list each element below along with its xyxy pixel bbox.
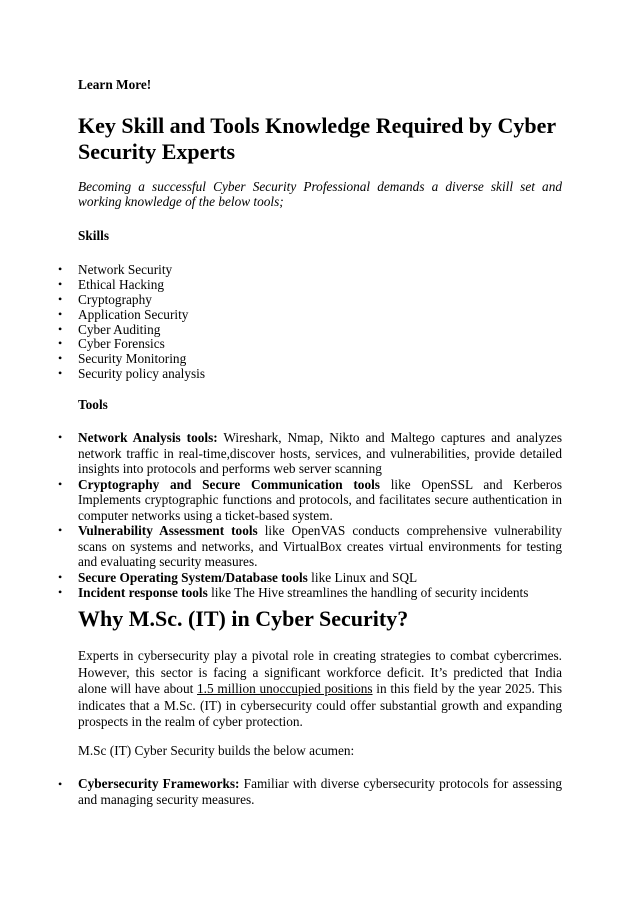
list-item xyxy=(0,307,562,322)
list-item xyxy=(0,570,562,586)
tool-term: Cryptography and Secure Communication tools xyxy=(78,476,380,492)
bullet-icon: • xyxy=(58,336,63,351)
list-item xyxy=(0,277,562,292)
acumen-description: Familiar with diverse cybersecurity protocols for assessing and managing security measures. xyxy=(78,776,562,807)
list-item xyxy=(0,585,562,601)
bullet-icon: • xyxy=(58,351,63,366)
tool-description: like OpenSSL and Kerberos Implements cryptographic functions and protocols, and facilitates secure authentication in computer networks using a ticket-based system. xyxy=(78,476,562,523)
list-item xyxy=(0,262,562,277)
skill-label: Security policy analysis xyxy=(78,366,206,382)
list-item xyxy=(0,776,562,808)
bullet-icon: • xyxy=(58,569,63,584)
skill-label: Cyber Forensics xyxy=(78,336,165,352)
unoccupied-positions-link[interactable]: 1.5 million unoccupied positions xyxy=(197,681,373,696)
bullet-icon: • xyxy=(58,366,63,381)
bullet-icon: • xyxy=(58,585,63,599)
intro-paragraph: Becoming a successful Cyber Security Professional demands a diverse skill set and working knowledge of the below tools; xyxy=(78,179,562,209)
tool-description: like Linux and SQL xyxy=(307,569,418,585)
tool-term: Secure Operating System/Database tools xyxy=(78,569,308,585)
skill-label: Network Security xyxy=(78,262,173,277)
bullet-icon: • xyxy=(58,777,63,791)
tool-term: Incident response tools xyxy=(78,585,208,600)
bullet-icon: • xyxy=(58,306,63,321)
list-item xyxy=(0,430,562,477)
list-item xyxy=(0,523,562,570)
tools-heading: Tools xyxy=(78,397,108,412)
bullet-icon: • xyxy=(58,321,63,336)
acumen-term: Cybersecurity Frameworks: xyxy=(78,776,240,791)
skill-label: Cyber Auditing xyxy=(78,321,161,337)
skill-label: Security Monitoring xyxy=(78,351,187,367)
skill-label: Cryptography xyxy=(78,291,152,307)
main-heading: Key Skill and Tools Knowledge Required by Cyber Security Experts xyxy=(78,113,556,164)
why-paragraph xyxy=(78,648,562,731)
bullet-icon: • xyxy=(58,476,63,491)
acumen-list xyxy=(0,776,562,808)
bullet-icon: • xyxy=(58,262,63,276)
bullet-icon: • xyxy=(58,291,63,306)
tool-term: Network Analysis tools: xyxy=(78,430,218,445)
list-item xyxy=(0,366,562,381)
why-text-before: Experts in cybersecurity play a pivotal role in creating strategies to combat cybercrimes. However, this sector is facing a significant workforce deficit. It’s predicted that India alone will have about xyxy=(78,648,562,696)
bullet-icon: • xyxy=(58,276,63,291)
tool-description: like OpenVAS conducts comprehensive vulnerability scans on systems and networks, and VirtualBox creates virtual environments for testing and evaluating security measures. xyxy=(78,523,562,569)
bullet-icon: • xyxy=(58,430,63,444)
list-item xyxy=(0,477,562,524)
learn-more-label: Learn More! xyxy=(78,77,152,92)
skills-list xyxy=(0,262,562,381)
list-item xyxy=(0,336,562,351)
list-item xyxy=(0,322,562,337)
tools-list xyxy=(0,430,562,601)
skills-heading: Skills xyxy=(78,228,110,243)
tool-description: Wireshark, Nmap, Nikto and Maltego captures and analyzes network traffic in real-time,discover hosts, services, and vulnerabilities, provide detailed insights into protocols and performs web server scanning xyxy=(78,430,562,476)
why-text-after: in this field by the year 2025. This indicates that a M.Sc. (IT) in cybersecurity could offer substantial growth and expanding prospects in the realm of cyber protection. xyxy=(78,681,562,729)
tool-description: like The Hive streamlines the handling of security incidents xyxy=(207,585,529,600)
list-item xyxy=(0,351,562,366)
list-item xyxy=(0,292,562,307)
skill-label: Application Security xyxy=(78,306,189,322)
why-heading: Why M.Sc. (IT) in Cyber Security? xyxy=(78,606,409,631)
skill-label: Ethical Hacking xyxy=(78,276,165,292)
acumen-intro: M.Sc (IT) Cyber Security builds the below acumen: xyxy=(78,743,355,758)
tool-term: Vulnerability Assessment tools xyxy=(78,523,258,538)
bullet-icon: • xyxy=(58,523,63,537)
